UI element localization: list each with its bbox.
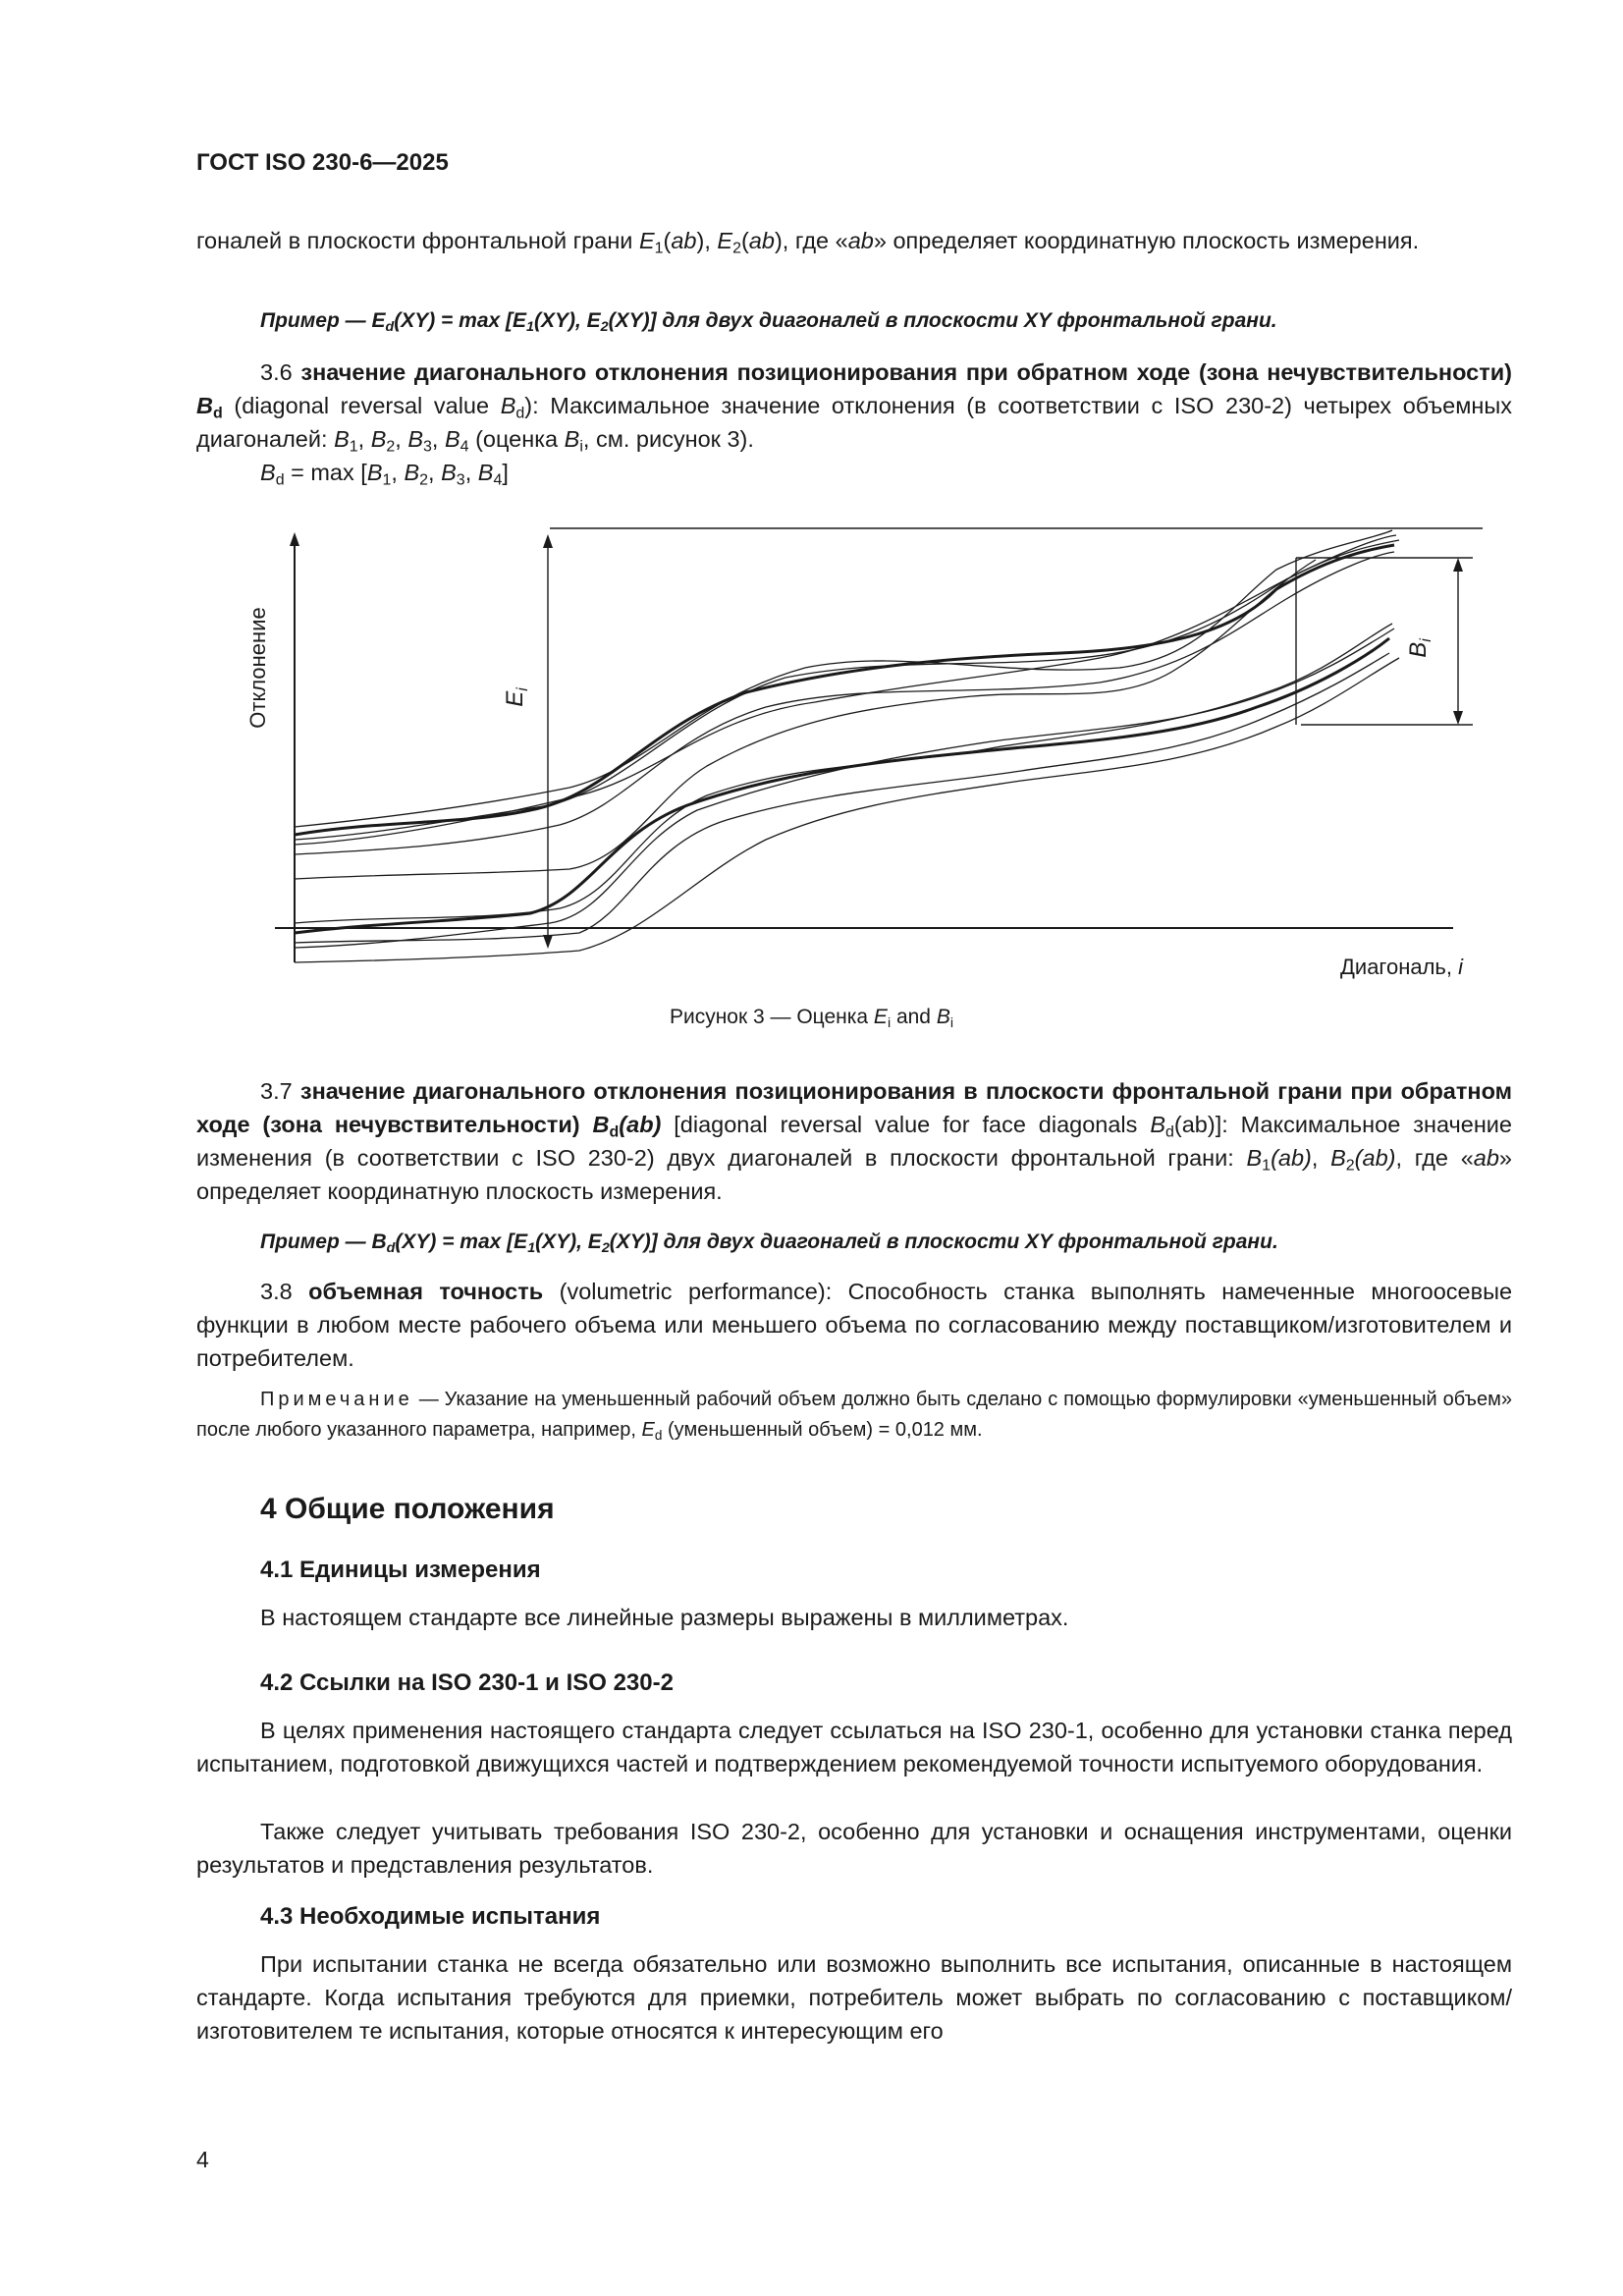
lower-curve-2 — [295, 653, 1389, 943]
upper-curve-5 — [295, 560, 1316, 879]
section-4-1-text: В настоящем стандарте все линейные размеры выражены в миллиметрах. — [260, 1605, 1069, 1630]
term-3-6: 3.6 значение диагонального отклонения позиционирования при обратном ходе (зона нечувствительности) $B_d$ (diagonal reversal value $B_d$): Максимальное значение отклонения (в соответствии с ISO 230-2) четырех объемных диагоналей: $B_1$, $B_2$, $B_3$, $B_4$ (оценка $B_i$, см. рисунок 3). — [196, 359, 1513, 456]
x-axis-label: Диагональ, i — [1340, 955, 1463, 979]
section-4-2-p1: В целях применения настоящего стандарта следует ссылаться на ISO 230-1, особенно для установки станка перед испытанием, подготовкой движущихся частей и подтверждением рекомендуемой точности испытуемого оборудования. — [196, 1718, 1512, 1777]
formula-bd: $B_d = \max [B_1$, $B_2$, $B_3$, $B_4$] — [260, 460, 509, 489]
example-bd: Пример — $B_d(XY) = \max [E_1(XY)$, $E_2(XY)$] для двух диагоналей в плоскости XY фронтальной грани. — [260, 1230, 1278, 1256]
upper-curve-4 — [295, 540, 1399, 845]
document-header: ГОСТ ISO 230-6—2025 — [196, 149, 449, 176]
lower-curves — [295, 624, 1399, 962]
figure-caption: Рисунок 3 — Оценка $E_i$ and $B_i$ — [669, 1006, 954, 1031]
lower-curve-mean — [295, 638, 1389, 933]
note-3-8: Примечание — Указание на уменьшенный рабочий объем должно быть сделано с помощью формулировки «уменьшенный объем» после любого указанного параметра, например, $E_d$ (уменьшенный объем) = 0,012 мм. — [196, 1389, 1512, 1443]
section-4-title: 4 Общие положения — [260, 1493, 555, 1525]
term-3-7: 3.7 значение диагонального отклонения позиционирования в плоскости фронтальной грани при обратном ходе (зона нечувствительности) $B_d(ab)$ [diagonal reversal value for face diagonals $B_d(ab)$]: Максимальное значение изменения (в соответствии с ISO 230-2) двух диагоналей в плоскости фронтальной грани: $B_1(ab)$, $B_2(ab)$, где «ab» определяет координатную плоскость измерения. — [196, 1078, 1513, 1204]
ei-label: $E_i$ — [502, 687, 531, 707]
section-4-3-title: 4.3 Необходимые испытания — [260, 1903, 601, 1930]
term-3-8: 3.8 объемная точность (volumetric performance): Способность станка выполнять намеченные многоосевые функции в любом месте рабочего объема или меньшего объема по согласованию между поставщиком/изготовителем и потребителем. — [196, 1279, 1513, 1371]
section-4-1-title: 4.1 Единицы измерения — [260, 1557, 541, 1583]
bi-label: $B_i$ — [1405, 638, 1434, 658]
example-ed: Пример — $E_d(XY) = \max [E_1(XY)$, $E_2(XY)$] для двух диагоналей в плоскости XY фронтальной грани. — [260, 309, 1277, 335]
upper-curve-3 — [295, 530, 1392, 827]
page-number: 4 — [196, 2147, 209, 2172]
upper-curve-2 — [295, 552, 1394, 854]
y-axis-arrow — [290, 532, 299, 546]
section-4-2-p2: Также следует учитывать требования ISO 230-2, особенно для установки и оснащения инструментами, оценки результатов и представления результатов. — [196, 1819, 1512, 1878]
lower-curve-3 — [295, 629, 1394, 948]
figure-3 — [236, 511, 1492, 1002]
continuation-paragraph: гоналей в плоскости фронтальной грани $E_1(ab)$, $E_2(ab)$, где «ab» определяет координатную плоскость измерения. — [196, 228, 1420, 257]
section-4-2-title: 4.2 Ссылки на ISO 230-1 и ISO 230-2 — [260, 1669, 674, 1696]
y-axis-label: Отклонение — [245, 607, 270, 729]
upper-curve-mean — [295, 545, 1394, 835]
section-4-3-text: При испытании станка не всегда обязательно или возможно выполнить все испытания, описанные в настоящем стандарте. Когда испытания требуются для приемки, потребитель может выбрать по согласованию с поставщиком/изготовителем те испытания, которые относятся к интересующим его — [196, 1951, 1512, 2044]
